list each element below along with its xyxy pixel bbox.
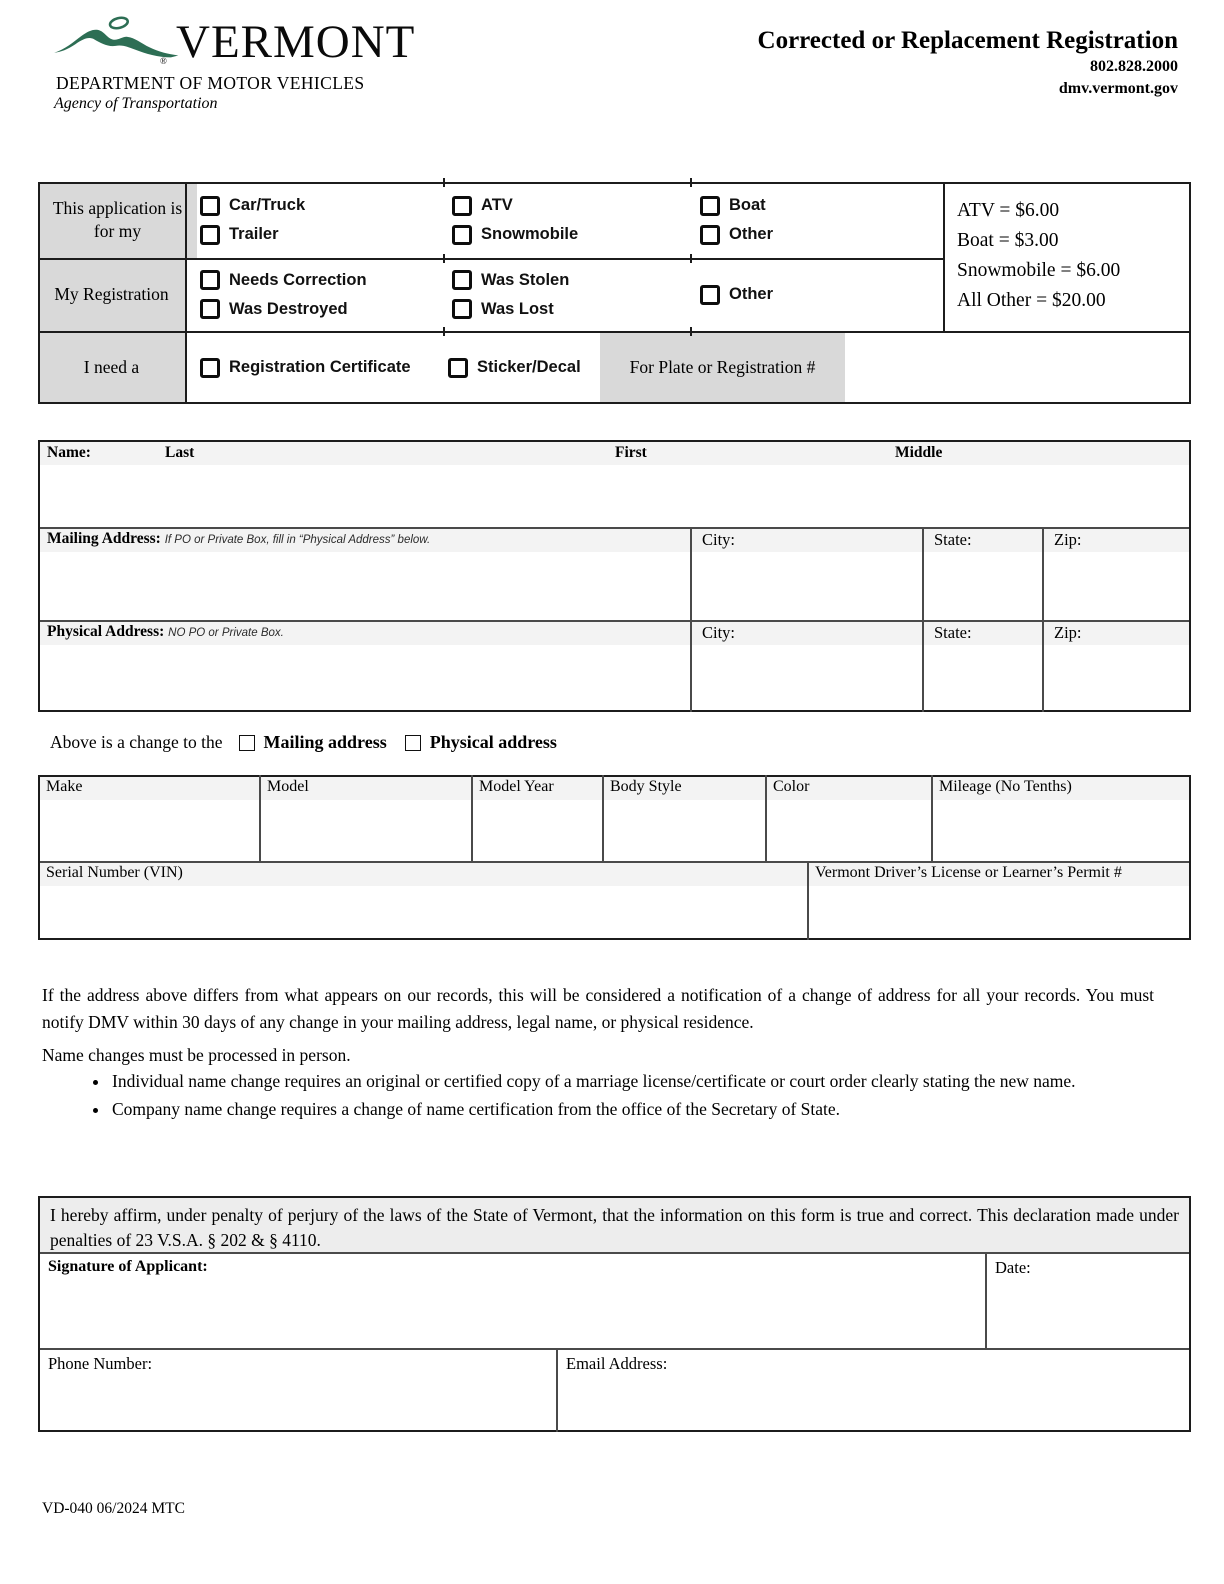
label-change-physical: Physical address (429, 732, 557, 752)
divider (38, 1430, 1191, 1432)
divider (922, 527, 924, 712)
registration-col2 (452, 258, 569, 331)
option-snowmobile (452, 225, 578, 245)
plate-or-registration-label: For Plate or Registration # (600, 331, 845, 404)
option-sticker-decal (448, 358, 581, 378)
name-input-area[interactable] (38, 465, 1189, 525)
option-trailer (200, 225, 305, 245)
body-style-input-area[interactable] (604, 800, 763, 859)
mailing-city-label: City: (702, 530, 736, 549)
physical-address-label (47, 623, 284, 641)
address-change-notice: If the address above differs from what appears on our records, this will be considered a notification of a change of address for all your records. You must notify DMV within 30 days of any change in your mailing address, legal name, or physical residence. (42, 985, 1154, 1032)
make-input-area[interactable] (38, 800, 257, 859)
label-change-mailing: Mailing address (263, 732, 387, 752)
divider (443, 254, 445, 263)
registration-col1 (200, 258, 367, 331)
divider (471, 775, 473, 861)
divider (38, 182, 40, 404)
mountain-icon (52, 14, 190, 66)
label-registration-certificate: Registration Certificate (229, 358, 411, 376)
color-input-area[interactable] (767, 800, 929, 859)
make-label: Make (46, 778, 83, 795)
vehicle-type-col2 (452, 182, 578, 258)
divider (690, 327, 692, 336)
address-change-line (50, 732, 557, 753)
divider (556, 1348, 558, 1432)
divider (38, 938, 1191, 940)
divider (931, 775, 933, 861)
divider (443, 327, 445, 336)
checkbox-other-registration[interactable] (700, 285, 720, 305)
option-was-destroyed (200, 299, 367, 319)
divider (38, 440, 1191, 442)
phone-label: Phone Number: (48, 1354, 153, 1373)
divider (602, 775, 604, 861)
divider (38, 1196, 40, 1432)
divider (1042, 527, 1044, 712)
label-was-lost: Was Lost (481, 299, 554, 318)
divider (38, 258, 943, 260)
label-was-destroyed: Was Destroyed (229, 299, 348, 318)
physical-address-label-text: Physical Address: (47, 623, 165, 640)
label-needs-correction: Needs Correction (229, 270, 367, 289)
divider (1189, 182, 1191, 404)
physical-address-note: NO PO or Private Box. (168, 627, 284, 639)
name-last-label: Last (165, 444, 195, 461)
label-was-stolen: Was Stolen (481, 270, 570, 289)
dmv-phone: 802.828.2000 (1090, 58, 1178, 75)
fee-snowmobile: Snowmobile = $6.00 (957, 260, 1121, 281)
name-address-table (38, 440, 1191, 712)
divider (38, 331, 1191, 333)
divider (38, 182, 1191, 184)
signature-input-area[interactable] (38, 1280, 983, 1346)
license-input-area[interactable] (809, 886, 1189, 938)
registered-trademark: ® (160, 56, 167, 66)
checkbox-other-vehicle[interactable] (700, 225, 720, 245)
divider (985, 1252, 987, 1348)
need-col1 (200, 331, 411, 404)
divider (38, 527, 1191, 529)
label-sticker-decal: Sticker/Decal (477, 358, 581, 376)
model-label: Model (267, 778, 309, 795)
change-line-prefix: Above is a change to the (50, 732, 223, 752)
divider (1189, 775, 1191, 940)
option-other-vehicle (700, 225, 773, 245)
checkbox-boat[interactable] (700, 196, 720, 216)
mailing-zip-label: Zip: (1054, 530, 1082, 549)
divider (765, 775, 767, 861)
checkbox-change-physical[interactable] (405, 735, 421, 751)
name-first-label: First (615, 444, 647, 461)
divider (38, 1252, 1191, 1254)
label-trailer: Trailer (229, 225, 279, 243)
vehicle-type-col3 (700, 182, 773, 258)
divider (38, 861, 1191, 863)
divider (38, 775, 1191, 777)
logo-wordmark: VERMONT (176, 16, 416, 68)
form-title: Corrected or Replacement Registration (757, 27, 1178, 54)
divider (807, 861, 809, 940)
form-number: VD-040 06/2024 MTC (42, 1500, 185, 1517)
model-input-area[interactable] (261, 800, 469, 859)
fee-boat: Boat = $3.00 (957, 230, 1059, 252)
name-change-heading: Name changes must be processed in person. (42, 1045, 351, 1065)
checkbox-change-mailing[interactable] (239, 735, 255, 751)
divider (38, 775, 40, 940)
date-input-area[interactable] (987, 1280, 1189, 1346)
label-car-truck: Car/Truck (229, 196, 306, 214)
option-needs-correction (200, 270, 367, 290)
affirmation-statement: I hereby affirm, under penalty of perjury of the laws of the State of Vermont, that the information on this form is true and correct. This declaration made under penalties of 23 V.S.A. § 202 & § 4110. (38, 1196, 1191, 1252)
body-style-label: Body Style (610, 778, 682, 795)
option-registration-certificate (200, 358, 411, 378)
divider (1189, 1196, 1191, 1432)
divider (943, 182, 945, 331)
checkbox-registration-certificate[interactable] (200, 358, 220, 378)
mailing-address-label-text: Mailing Address: (47, 530, 161, 547)
mileage-label: Mileage (No Tenths) (939, 778, 1072, 795)
date-label: Date: (995, 1258, 1031, 1277)
mailing-zip-input-area[interactable] (1044, 552, 1188, 618)
name-middle-label: Middle (895, 444, 943, 461)
label-atv: ATV (481, 196, 513, 214)
vehicle-type-col1 (200, 182, 305, 258)
checkbox-was-lost[interactable] (452, 299, 472, 319)
physical-city-label: City: (702, 623, 736, 642)
physical-state-label: State: (934, 623, 972, 642)
checkbox-was-destroyed[interactable] (200, 299, 220, 319)
option-was-stolen (452, 270, 569, 290)
mailing-address-note: If PO or Private Box, fill in “Physical Address” below. (164, 534, 431, 546)
divider (185, 182, 187, 404)
email-label: Email Address: (566, 1354, 668, 1373)
row-label-application-for: This application is for my (38, 182, 197, 258)
checkbox-atv[interactable] (452, 196, 472, 216)
divider (38, 1348, 1191, 1350)
physical-zip-input-area[interactable] (1044, 645, 1188, 710)
color-label: Color (773, 778, 810, 795)
row-label-my-registration: My Registration (38, 258, 185, 331)
mailing-city-input-area[interactable] (692, 552, 920, 618)
name-change-bullets (42, 1068, 1205, 1125)
affirmation-table (38, 1196, 1191, 1432)
email-input-area[interactable] (558, 1376, 1189, 1430)
divider (259, 775, 261, 861)
selection-table (38, 182, 1191, 404)
divider (690, 178, 692, 187)
registration-col3 (700, 258, 773, 331)
divider (690, 254, 692, 263)
divider (443, 178, 445, 187)
divider (1189, 440, 1191, 712)
need-col2 (448, 331, 581, 404)
label-other-registration: Other (729, 285, 774, 303)
vermont-logo (52, 14, 415, 66)
option-boat (700, 196, 773, 216)
physical-city-input-area[interactable] (692, 645, 920, 710)
mileage-input-area[interactable] (933, 800, 1189, 859)
row-label-i-need-a: I need a (38, 331, 185, 404)
department-name: DEPARTMENT OF MOTOR VEHICLES (56, 73, 365, 93)
label-other-vehicle: Other (729, 225, 774, 243)
name-label: Name: (47, 444, 91, 461)
label-boat: Boat (729, 196, 766, 214)
option-was-lost (452, 299, 569, 319)
option-other-registration (700, 285, 773, 305)
divider (38, 710, 1191, 712)
option-car-truck (200, 196, 305, 216)
divider (38, 402, 1191, 404)
divider (690, 527, 692, 712)
license-label: Vermont Driver’s License or Learner’s Permit # (815, 864, 1122, 881)
mailing-address-input-area[interactable] (38, 552, 688, 618)
dmv-website: dmv.vermont.gov (1058, 79, 1178, 97)
signature-label: Signature of Applicant: (48, 1258, 208, 1275)
checkbox-was-stolen[interactable] (452, 270, 472, 290)
bullet-individual-name-change: • Individual name change requires an original or certified copy of a marriage license/certificate or court order clearly stating the new name. (110, 1068, 1205, 1094)
model-year-label: Model Year (479, 778, 554, 795)
checkbox-needs-correction[interactable] (200, 270, 220, 290)
bullet-company-name-change: • Company name change requires a change of name certification from the office of the Secretary of State. (110, 1096, 1205, 1122)
mailing-address-label (47, 530, 430, 548)
agency-name: Agency of Transportation (54, 95, 218, 112)
phone-input-area[interactable] (38, 1376, 554, 1430)
physical-zip-label: Zip: (1054, 623, 1082, 642)
physical-address-input-area[interactable] (38, 645, 688, 710)
physical-state-input-area[interactable] (924, 645, 1040, 710)
checkbox-sticker-decal[interactable] (448, 358, 468, 378)
option-atv (452, 196, 578, 216)
model-year-input-area[interactable] (473, 800, 600, 859)
fee-all-other: All Other = $20.00 (957, 289, 1106, 311)
checkbox-car-truck[interactable] (200, 196, 220, 216)
vin-input-area[interactable] (38, 886, 805, 938)
checkbox-trailer[interactable] (200, 225, 220, 245)
checkbox-snowmobile[interactable] (452, 225, 472, 245)
divider (38, 1196, 1191, 1198)
plate-number-input-area[interactable] (845, 331, 1189, 402)
divider (38, 620, 1191, 622)
vin-label: Serial Number (VIN) (46, 864, 183, 881)
mailing-state-input-area[interactable] (924, 552, 1040, 618)
fee-schedule (943, 182, 1205, 331)
label-snowmobile: Snowmobile (481, 225, 579, 243)
mailing-state-label: State: (934, 530, 972, 549)
header-right (758, 26, 1178, 99)
fee-atv: ATV = $6.00 (957, 200, 1060, 222)
vehicle-table (38, 775, 1191, 940)
divider (38, 440, 40, 712)
